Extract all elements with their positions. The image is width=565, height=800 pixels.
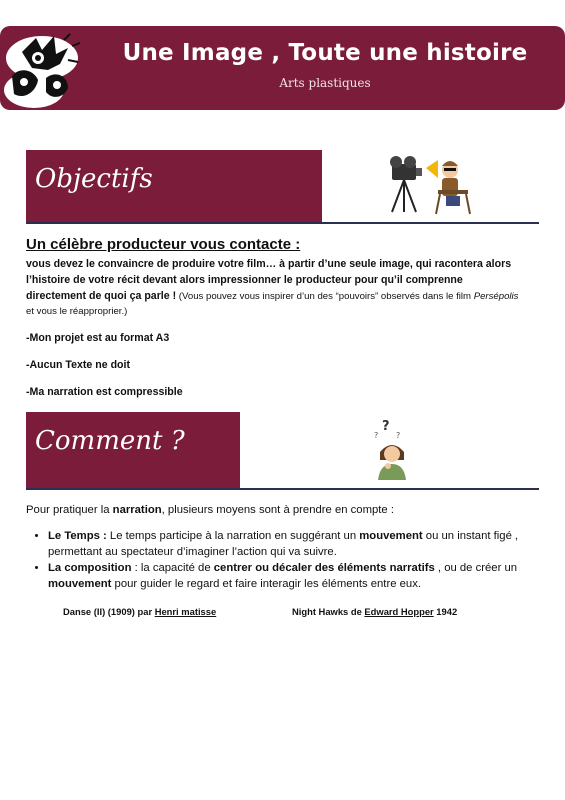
- point-label: La composition: [48, 562, 132, 574]
- svg-text:?: ?: [374, 431, 379, 440]
- page-title: Une Image , Toute une histoire: [122, 40, 528, 66]
- point-bold: mouvement: [359, 530, 423, 542]
- constraint-item: -Mon projet est au format A3: [26, 332, 170, 344]
- point-label: Le Temps :: [48, 530, 107, 542]
- page-subtitle: Arts plastiques: [279, 76, 371, 90]
- comic-characters-logo-icon: [2, 30, 86, 110]
- constraint-item: -Aucun Texte ne doit: [26, 359, 130, 371]
- producer-line-3-note: (Vous pouvez vous inspirer d’un des “pouvoirs” observés dans le film: [176, 291, 474, 302]
- list-item: [48, 560, 560, 592]
- point-text: , ou de créer un: [434, 562, 518, 574]
- narration-points-list: [26, 528, 560, 592]
- caption-text: 1942: [433, 606, 458, 617]
- list-item: [48, 528, 560, 560]
- section-title-comment: Comment ?: [26, 412, 240, 489]
- section-divider: [26, 488, 539, 490]
- point-text: : la capacité de: [131, 562, 214, 574]
- producer-line-2: l’histoire de votre récit devant alors impressionner le producteur pour qu’il comprenne: [26, 274, 463, 286]
- film-director-camera-icon: [386, 154, 476, 216]
- caption-hopper: [292, 606, 457, 617]
- point-bold: centrer ou décaler des éléments narratifs: [213, 562, 435, 574]
- point-text: Le temps participe à la narration en suggérant un: [106, 530, 360, 542]
- svg-text:?: ?: [396, 431, 401, 440]
- point-text: ou un instant figé , permettant au spectateur d’imaginer l’action qui va suivre.: [48, 530, 519, 558]
- svg-text:?: ?: [382, 419, 390, 434]
- producer-line-1: vous devez le convaincre de produire votre film… à partir d’une seule image, qui racontera alors: [26, 258, 512, 270]
- intro-before: Pour pratiquer la: [26, 504, 113, 516]
- caption-text: Night Hawks de: [292, 606, 365, 617]
- intro-bold: narration: [112, 504, 162, 516]
- artist-link-hopper[interactable]: Edward Hopper: [364, 606, 434, 617]
- point-text: pour guider le regard et faire interagir les éléments entre eux.: [111, 578, 421, 590]
- section-divider: [26, 222, 539, 224]
- producer-heading: Un célèbre producteur vous contacte :: [26, 236, 301, 253]
- producer-line-3: [26, 288, 536, 305]
- section-title-objectifs: Objectifs: [26, 150, 322, 222]
- caption-text: Danse (II) (1909) par: [63, 606, 155, 617]
- persepolis-reference: Persépolis: [473, 291, 519, 302]
- artist-link-matisse[interactable]: Henri matisse: [154, 606, 217, 617]
- intro-after: , plusieurs moyens sont à prendre en compte :: [161, 504, 394, 516]
- producer-line-4: et vous le réapproprier.): [26, 306, 128, 317]
- point-bold: mouvement: [48, 578, 112, 590]
- constraint-item: -Ma narration est compressible: [26, 386, 183, 398]
- producer-line-3-bold: directement de quoi ça parle !: [26, 290, 177, 302]
- intro-text: [26, 502, 536, 518]
- thinking-person-question-icon: [372, 418, 412, 480]
- caption-matisse: [63, 606, 216, 617]
